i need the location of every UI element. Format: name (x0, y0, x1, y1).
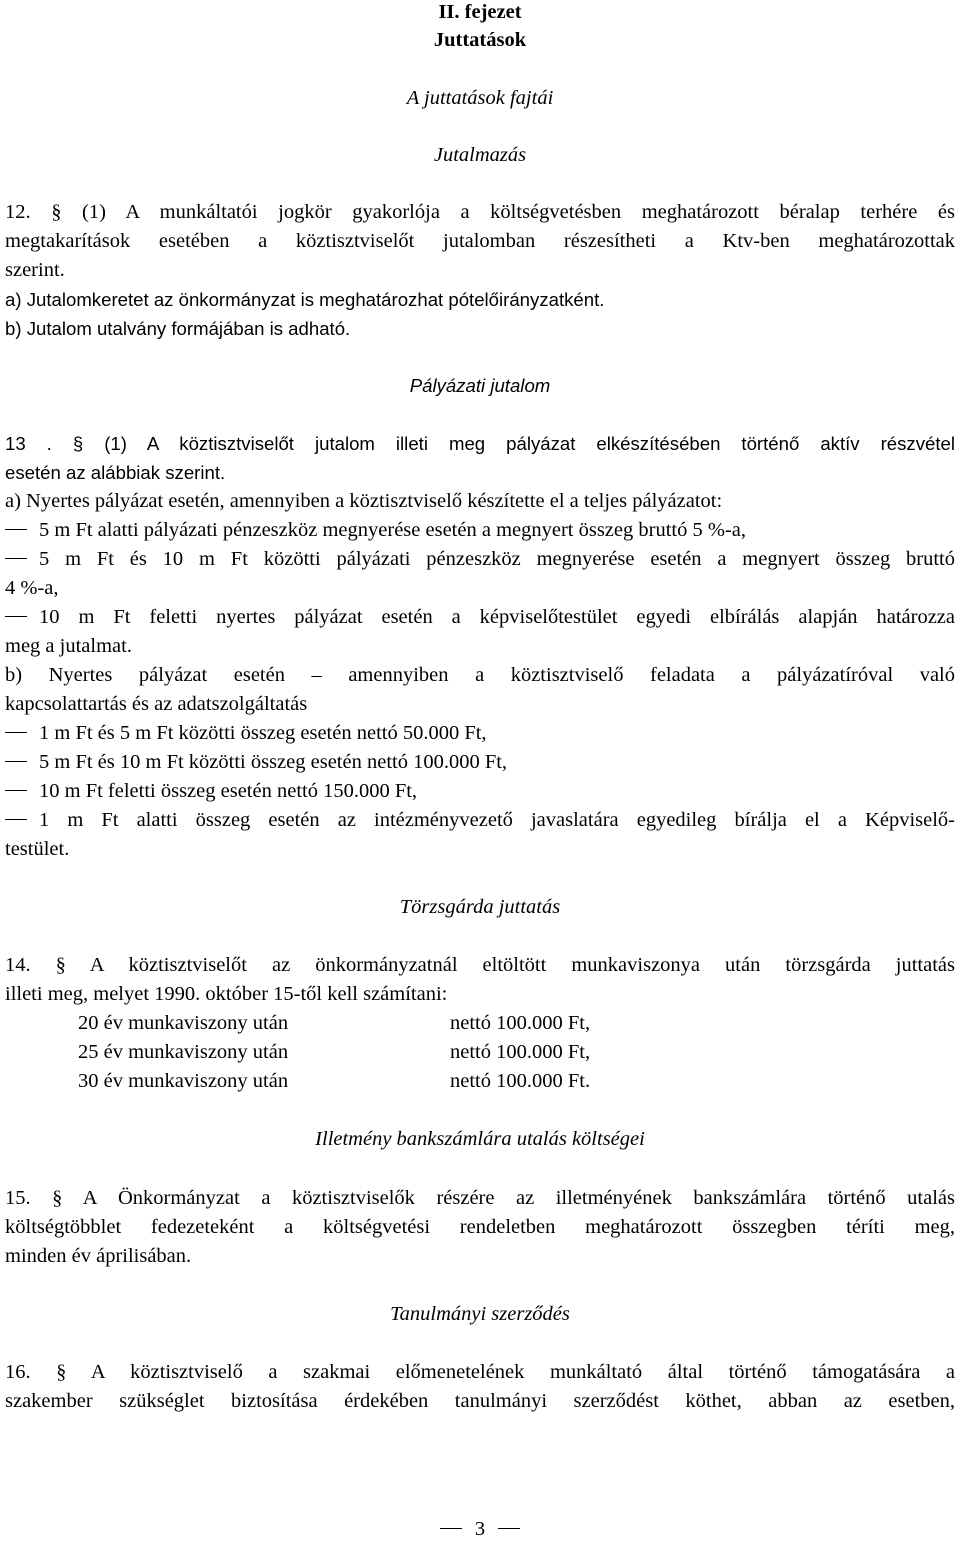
p15-line-3: minden év áprilisában. (5, 1245, 192, 1267)
subheading-tanulmanyi: Tanulmányi szerződés (390, 1303, 570, 1325)
chapter-number: II. fejezet (438, 1, 522, 23)
section-title: A juttatások fajtái (406, 87, 554, 109)
page-number: 3 (5, 1515, 955, 1543)
amount-cell: nettó 100.000 Ft, (450, 1041, 591, 1063)
list-item-cont: 4 %-a, (5, 577, 59, 599)
p16-line-1: 16. § A köztisztviselő a szakmai előmenetelének munkáltató által történő támogatására a (5, 1361, 955, 1383)
p13-b-line-2: kapcsolattartás és az adatszolgáltatás (5, 693, 308, 715)
list-item: 5 m Ft alatti pályázati pénzeszköz megnyerése esetén a megnyert összeg bruttó 5 %-a, (5, 516, 955, 544)
dash-bullet (5, 616, 27, 617)
chapter-title: Juttatások (433, 29, 527, 51)
list-item: 10 m Ft feletti összeg esetén nettó 150.000 Ft, (5, 777, 955, 805)
list-item: 1 m Ft alatti összeg esetén az intézményvezető javaslatára egyedileg bírálja el a Képviselő- (5, 806, 955, 834)
p12-line-1: 12. § (1) A munkáltatói jogkör gyakorlója a költségvetésben meghatározott béralap terhére és (5, 201, 955, 223)
p12-line-3: szerint. (5, 259, 65, 281)
list-item-cont: meg a jutalmat. (5, 635, 132, 657)
p15-line-2: költségtöbblet fedezeteként a költségvetési rendeletben meghatározott összegben téríti meg, (5, 1216, 955, 1238)
period-cell: 30 év munkaviszony után (78, 1070, 289, 1092)
dash-bullet (5, 558, 27, 559)
p13-line-1: 13 . § (1) A köztisztviselőt jutalom illeti meg pályázat elkészítésében történő aktív részvétel (5, 433, 955, 454)
dash-bullet (5, 732, 27, 733)
subheading-jutalmazas: Jutalmazás (433, 144, 527, 166)
table-row (5, 1009, 955, 1037)
list-item-cont: testület. (5, 838, 70, 860)
table-row (5, 1067, 955, 1095)
list-item: 10 m Ft feletti nyertes pályázat esetén a képviselőtestület egyedi elbírálás alapján határozza (5, 603, 955, 631)
dash-bullet (5, 790, 27, 791)
subheading-palyazati: Pályázati jutalom (409, 375, 551, 396)
dash-left (440, 1528, 462, 1529)
list-item: 5 m Ft és 10 m Ft közötti összeg esetén nettó 100.000 Ft, (5, 748, 955, 776)
list-item: 1 m Ft és 5 m Ft közötti összeg esetén nettó 50.000 Ft, (5, 719, 955, 747)
dash-right (498, 1528, 520, 1529)
p13-a-intro: a) Nyertes pályázat esetén, amennyiben a köztisztviselő készítette el a teljes pályázatot: (5, 490, 723, 512)
subheading-torzsgarda: Törzsgárda juttatás (399, 896, 561, 918)
p16-line-2: szakember szükséglet biztosítása érdekében tanulmányi szerződést köthet, abban az esetben, (5, 1390, 955, 1412)
p12-item-a: a) Jutalomkeretet az önkormányzat is meghatározhat pótelőirányzatként. (5, 289, 605, 310)
amount-cell: nettó 100.000 Ft, (450, 1012, 591, 1034)
p15-line-1: 15. § A Önkormányzat a köztisztviselők részére az illetményének bankszámlára történő utalás (5, 1187, 955, 1209)
dash-bullet (5, 529, 27, 530)
period-cell: 20 év munkaviszony után (78, 1012, 289, 1034)
dash-bullet (5, 761, 27, 762)
period-cell: 25 év munkaviszony után (78, 1041, 289, 1063)
table-row (5, 1038, 955, 1066)
list-item: 5 m Ft és 10 m Ft közötti pályázati pénzeszköz megnyerése esetén a megnyert összeg bruttó (5, 545, 955, 573)
p14-line-1: 14. § A köztisztviselőt az önkormányzatnál eltöltött munkaviszonya után törzsgárda juttatás (5, 954, 955, 976)
subheading-illetmeny: Illetmény bankszámlára utalás költségei (315, 1128, 645, 1150)
amount-cell: nettó 100.000 Ft. (450, 1070, 591, 1092)
p13-b-line-1: b) Nyertes pályázat esetén – amennyiben a köztisztviselő feladata a pályázatíróval való (5, 664, 955, 686)
p12-item-b: b) Jutalom utalvány formájában is adható. (5, 318, 351, 339)
dash-bullet (5, 819, 27, 820)
p14-line-2: illeti meg, melyet 1990. október 15-től kell számítani: (5, 983, 448, 1005)
p12-line-2: megtakarítások esetében a köztisztviselőt jutalomban részesítheti a Ktv-ben meghatározottak (5, 230, 955, 252)
p13-line-2: esetén az alábbiak szerint. (5, 462, 226, 483)
